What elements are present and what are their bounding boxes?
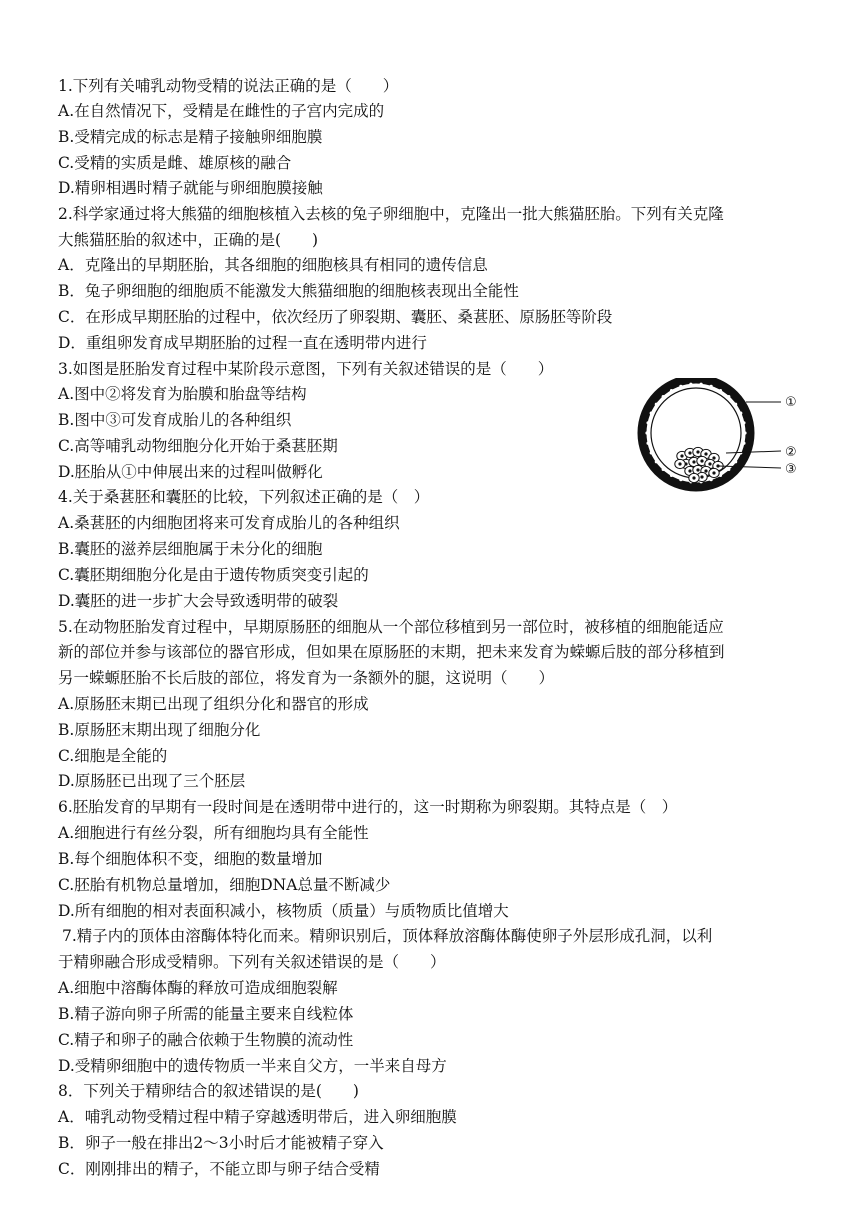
question-2-option: B．兔子卵细胞的细胞质不能激发大熊猫细胞的细胞核表现出全能性	[58, 282, 519, 300]
question-3-option: A.图中②将发育为胎膜和胎盘等结构	[58, 385, 307, 403]
question-3-option: D.胚胎从①中伸展出来的过程叫做孵化	[58, 463, 323, 481]
inner-cell-nucleus	[696, 468, 699, 471]
inner-cell-nucleus	[700, 475, 703, 478]
question-5-option: C.细胞是全能的	[58, 747, 168, 765]
inner-cell-nucleus	[712, 471, 715, 474]
question-2-stem: 2.科学家通过将大熊猫的细胞核植入去核的兔子卵细胞中，克隆出一批大熊猫胚胎。下列有关克隆	[58, 205, 724, 223]
inner-cell-nucleus	[680, 454, 683, 457]
question-8-option: B．卵子一般在排出2～3小时后才能被精子穿入	[58, 1134, 384, 1152]
inner-cell-nucleus	[712, 456, 715, 459]
question-3-option: C.高等哺乳动物细胞分化开始于桑葚胚期	[58, 437, 338, 455]
label-3-leader	[718, 466, 781, 468]
trophoblast-cell	[700, 383, 703, 386]
trophoblast-cell	[679, 385, 682, 388]
question-1-option: C.受精的实质是雌、雄原核的融合	[58, 154, 292, 172]
label-3: ③	[785, 462, 797, 477]
question-4-option: A.桑葚胚的内细胞团将来可发育成胎儿的各种组织	[58, 514, 400, 532]
question-8-option: C．刚刚排出的精子，不能立即与卵子结合受精	[58, 1160, 380, 1178]
trophoblast-cell	[655, 460, 658, 463]
trophoblast-cell	[646, 421, 649, 424]
question-5-option: D.原肠胚已出现了三个胚层	[58, 772, 246, 790]
question-5-stem: 5.在动物胚胎发育过程中，早期原肠胚的细胞从一个部位移植到另一部位时，被移植的细胞能适应	[58, 618, 724, 636]
inner-cell-nucleus	[704, 452, 707, 455]
question-2-option: D．重组卵发育成早期胚胎的过程一直在透明带内进行	[58, 334, 427, 352]
inner-cell-nucleus	[692, 460, 695, 463]
inner-cell-nucleus	[688, 469, 691, 472]
question-7-stem: 7.精子内的顶体由溶酶体特化而来。精卵识别后，顶体释放溶酶体酶使卵子外层形成孔洞，以利	[62, 927, 713, 945]
trophoblast-cell	[650, 411, 653, 414]
question-7-option: B.精子游向卵子所需的能量主要来自线粒体	[58, 1005, 354, 1023]
inner-cell-nucleus	[688, 451, 691, 454]
question-7-option: D.受精卵细胞中的遗传物质一半来自父方，一半来自母方	[58, 1057, 447, 1075]
trophoblast-cell	[742, 442, 745, 445]
question-7-option: C.精子和卵子的融合依赖于生物膜的流动性	[58, 1031, 354, 1049]
trophoblast-cell	[739, 411, 742, 414]
question-6-stem: 6.胚胎发育的早期有一段时间是在透明带中进行的，这一时期称为卵裂期。其特点是（ ）	[58, 798, 678, 816]
inner-cell-nucleus	[696, 450, 699, 453]
inner-cell-nucleus	[708, 462, 711, 465]
trophoblast-cell	[727, 468, 730, 471]
question-3-option: B.图中③可发育成胎儿的各种组织	[58, 411, 292, 429]
trophoblast-cell	[662, 468, 665, 471]
question-8-option: A．哺乳动物受精过程中精子穿越透明带后，进入卵细胞膜	[58, 1108, 457, 1126]
question-2-stem: 大熊猫胚胎的叙述中，正确的是( )	[58, 231, 319, 249]
question-6-option: C.胚胎有机物总量增加，细胞DNA总量不断减少	[58, 876, 391, 894]
trophoblast-cell	[743, 431, 746, 434]
question-3-stem: 3.如图是胚胎发育过程中某阶段示意图，下列有关叙述错误的是（ ）	[58, 360, 554, 378]
question-1-option: A.在自然情况下，受精是在雌性的子宫内完成的	[58, 102, 385, 120]
question-7-option: A.细胞中溶酶体酶的释放可造成细胞裂解	[58, 979, 338, 997]
inner-cell-nucleus	[692, 476, 695, 479]
trophoblast-cell	[650, 451, 653, 454]
question-2-option: A．克隆出的早期胚胎，其各细胞的细胞核具有相同的遗传信息	[58, 256, 488, 274]
blastocyst-diagram	[628, 378, 828, 498]
label-1: ①	[785, 395, 797, 410]
question-4-option: C.囊胚期细胞分化是由于遗传物质突变引起的	[58, 566, 369, 584]
question-7-stem: 于精卵融合形成受精卵。下列有关叙述错误的是（ ）	[58, 953, 446, 971]
trophoblast-cell	[662, 395, 665, 398]
trophoblast-cell	[655, 403, 658, 406]
question-1-option: D.精卵相遇时精子就能与卵细胞膜接触	[58, 179, 323, 197]
question-2-option: C．在形成早期胚胎的过程中，依次经历了卵裂期、囊胚、桑葚胚、原肠胚等阶段	[58, 308, 613, 326]
label-2: ②	[785, 445, 797, 460]
trophoblast-cell	[719, 389, 722, 392]
trophoblast-cell	[734, 403, 737, 406]
question-5-option: B.原肠胚末期出现了细胞分化	[58, 721, 261, 739]
trophoblast-cell	[646, 442, 649, 445]
inner-cell-nucleus	[678, 462, 681, 465]
question-6-option: D.所有细胞的相对表面积减小，核物质（质量）与质物质比值增大	[58, 902, 509, 920]
trophoblast-cell	[645, 431, 648, 434]
trophoblast-cell	[670, 474, 673, 477]
question-5-stem: 新的部位并参与该部位的器官形成，但如果在原肠胚的末期，把未来发育为蝾螈后肢的部分移植到	[58, 643, 725, 661]
inner-cell-nucleus	[700, 459, 703, 462]
trophoblast-cell	[679, 478, 682, 481]
question-4-option: D.囊胚的进一步扩大会导致透明带的破裂	[58, 592, 339, 610]
trophoblast-cell	[689, 383, 692, 386]
question-4-option: B.囊胚的滋养层细胞属于未分化的细胞	[58, 540, 323, 558]
trophoblast-cell	[670, 389, 673, 392]
trophoblast-cell	[742, 421, 745, 424]
question-6-option: A.细胞进行有丝分裂，所有细胞均具有全能性	[58, 824, 369, 842]
question-1-stem: 1.下列有关哺乳动物受精的说法正确的是（ ）	[58, 77, 399, 95]
question-5-option: A.原肠胚末期已出现了组织分化和器官的形成	[58, 695, 369, 713]
trophoblast-cell	[734, 460, 737, 463]
trophoblast-cell	[710, 478, 713, 481]
inner-cell-nucleus	[704, 469, 707, 472]
question-8-stem: 8．下列关于精卵结合的叙述错误的是( )	[58, 1082, 359, 1100]
question-6-option: B.每个细胞体积不变，细胞的数量增加	[58, 850, 323, 868]
question-5-stem: 另一蝾螈胚胎不长后肢的部位，将发育为一条额外的腿，这说明（ ）	[58, 669, 555, 687]
question-1-option: B.受精完成的标志是精子接触卵细胞膜	[58, 128, 323, 146]
question-4-stem: 4.关于桑葚胚和囊胚的比较，下列叙述正确的是（ ）	[58, 488, 430, 506]
trophoblast-cell	[727, 395, 730, 398]
trophoblast-cell	[710, 385, 713, 388]
